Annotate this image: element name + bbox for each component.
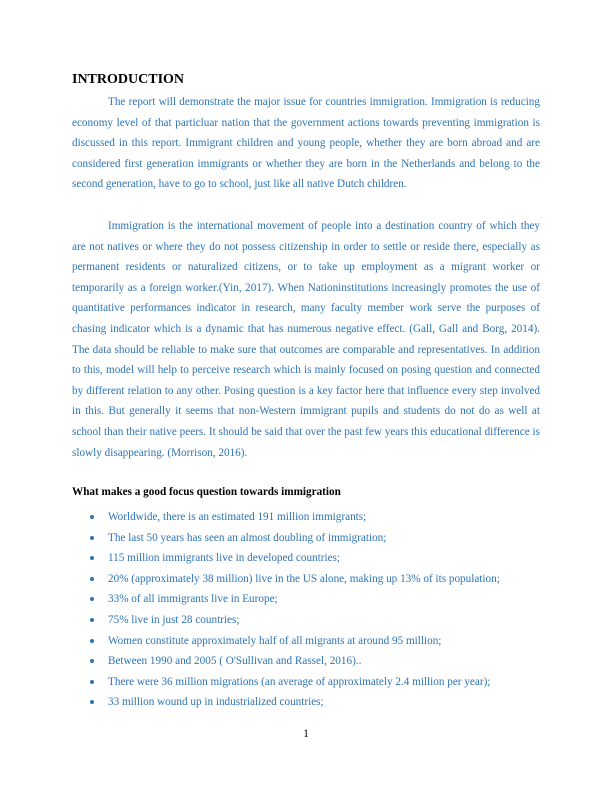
list-item — [72, 507, 540, 528]
page-number: 1 — [303, 728, 309, 740]
bullet-icon — [90, 700, 94, 704]
bullet-icon — [90, 659, 94, 663]
bullet-icon — [90, 639, 94, 643]
list-item — [72, 569, 540, 590]
definition-paragraph: Immigration is the international movement of people into a destination country of which they are not natives or where they do not possess citizenship in order to settle or reside there, especially as permanent residents or naturalized citizens, or to take up employment as a migrant worker or temporarily as a foreign worker.(Yin, 2017). When Nationinstitutions increasingly promotes the use of quantitative performances indicator in research, many faculty member work serve the purposes of chasing indicator which is a dynamic that has numerous negative effect. (Gall, Gall and Borg, 2014). The data should be reliable to make sure that outcomes are comparable and representatives. In addition to this, model will help to perceive research which is mainly focused on posing question and connected by different relation to any other. Posing question is a key factor here that influence every step involved in this. But generally it seems that non-Western immigrant pupils and students do not do as well at school than their native peers. It should be said that over the past few years this educational difference is slowly disappearing. (Morrison, 2016). — [72, 220, 540, 459]
list-item-text: The last 50 years has seen an almost doubling of immigration; — [108, 531, 387, 544]
list-item-text: Women constitute approximately half of all migrants at around 95 million; — [108, 634, 442, 647]
bullet-icon — [90, 556, 94, 560]
list-item-text: 115 million immigrants live in developed countries; — [108, 552, 340, 565]
list-item-text: There were 36 million migrations (an average of approximately 2.4 million per year); — [108, 675, 491, 688]
section-heading: INTRODUCTION — [72, 72, 185, 87]
list-item-text: Between 1990 and 2005 ( O'Sullivan and Rassel, 2016).. — [108, 655, 362, 668]
bullet-icon — [90, 536, 94, 540]
list-item-text: 20% (approximately 38 million) live in the US alone, making up 13% of its population; — [108, 572, 500, 585]
list-item-text: 75% live in just 28 countries; — [108, 613, 240, 626]
list-item — [72, 589, 540, 610]
focus-question-subheading: What makes a good focus question towards immigration — [72, 486, 341, 498]
list-item-text: 33% of all immigrants live in Europe; — [108, 593, 278, 606]
bullet-icon — [90, 597, 94, 601]
list-item — [72, 672, 540, 693]
list-item — [72, 692, 540, 713]
list-item — [72, 651, 540, 672]
list-item — [72, 528, 540, 549]
list-item-text: Worldwide, there is an estimated 191 million immigrants; — [108, 511, 367, 523]
bullet-icon — [90, 680, 94, 684]
bullet-icon — [90, 577, 94, 581]
intro-paragraph: The report will demonstrate the major issue for countries immigration. Immigration is reducing economy level of that particluar nation that the government actions towards preventing immigration is discussed in this report. Immigrant children and young people, whether they are born abroad and are considered first generation immigrants or whether they are born in the Netherlands and belong to the second generation, have to go to school, just like all native Dutch children. — [72, 96, 540, 191]
list-item — [72, 548, 540, 569]
list-item — [72, 610, 540, 631]
list-item-text: 33 million wound up in industrialized countries; — [108, 696, 324, 709]
bullet-icon — [90, 618, 94, 622]
statistics-bullet-list — [72, 507, 540, 713]
bullet-icon — [90, 515, 94, 519]
list-item — [72, 631, 540, 652]
